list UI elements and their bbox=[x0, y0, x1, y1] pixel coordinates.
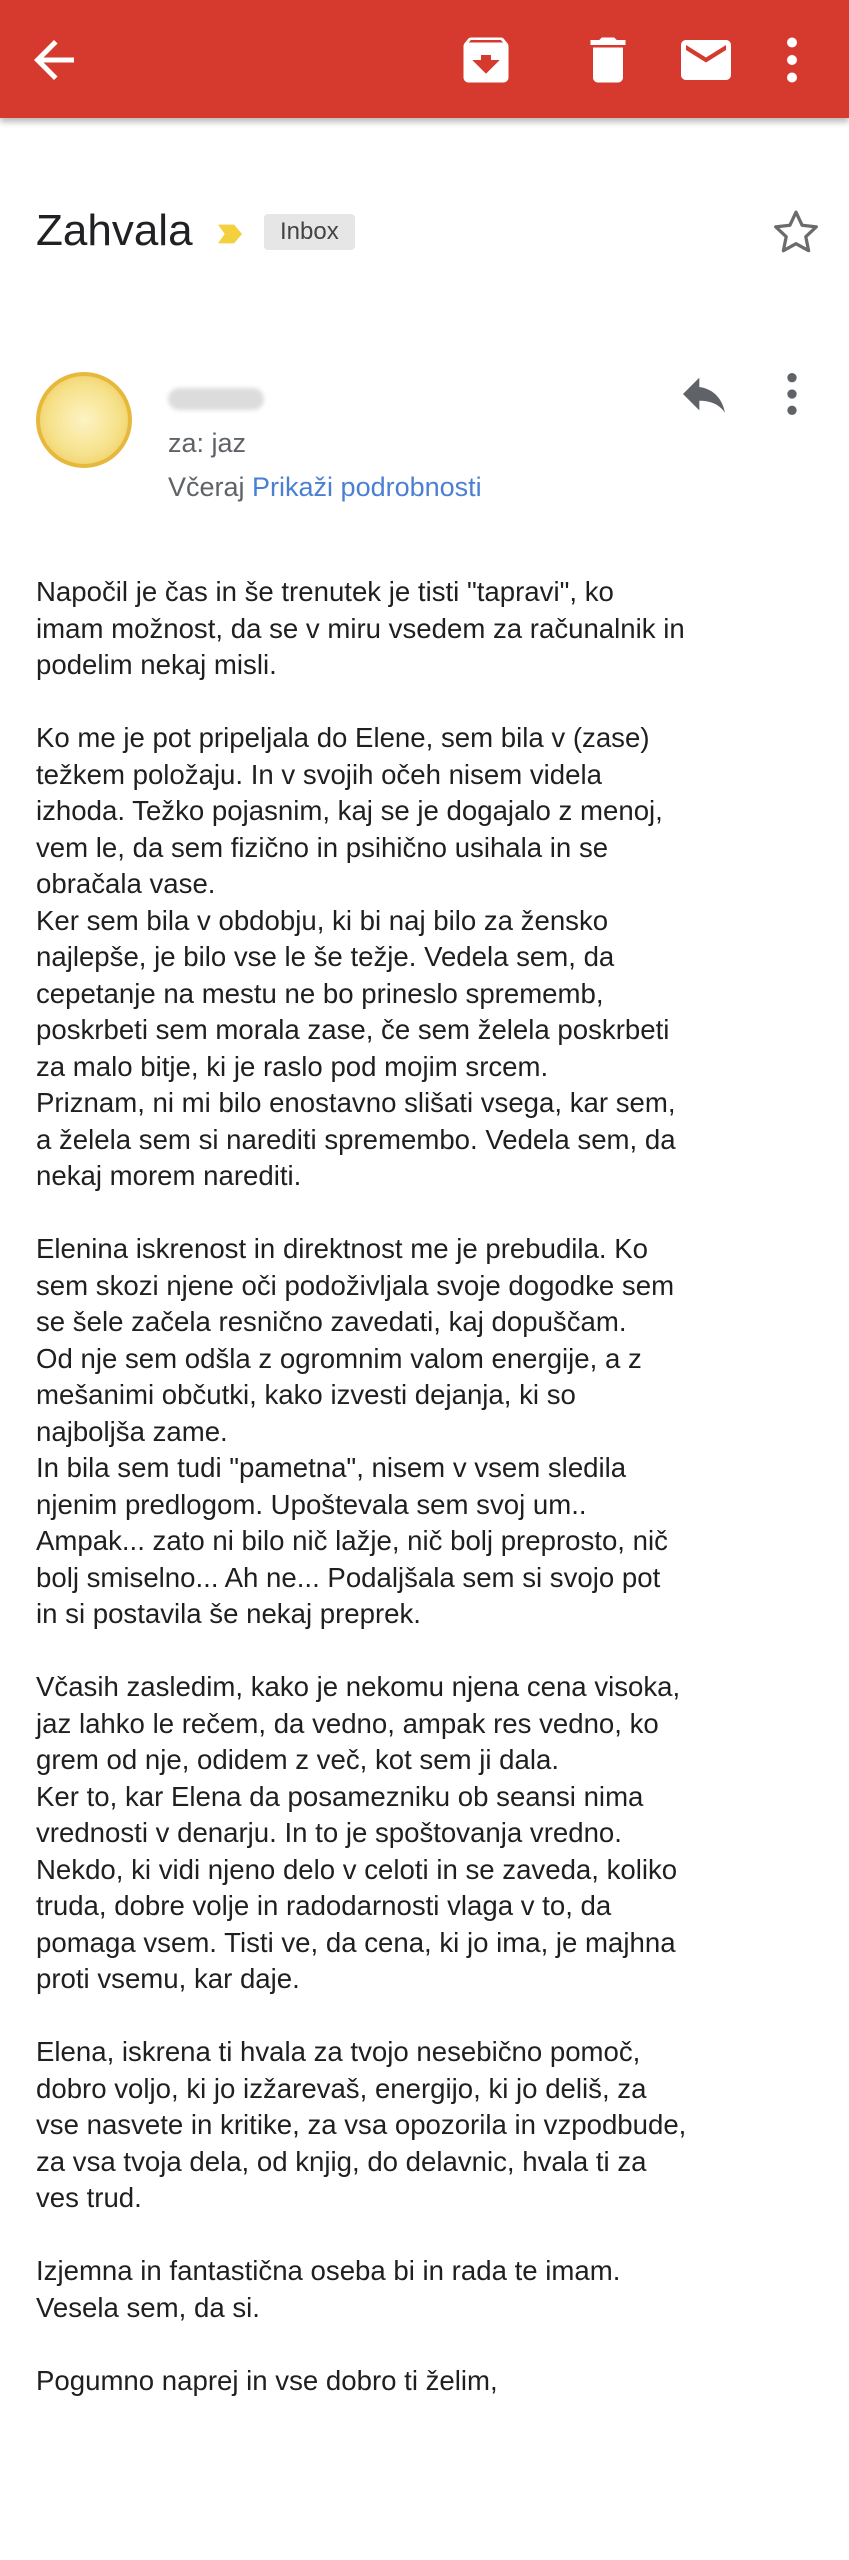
body-line: truda, dobre volje in radodarnosti vlaga v to, da bbox=[36, 1890, 612, 1921]
body-line: izhoda. Težko pojasnim, kaj se je dogajalo z menoj, bbox=[36, 795, 663, 826]
show-details-link[interactable]: Prikaži podrobnosti bbox=[252, 472, 482, 502]
mark-unread-button[interactable] bbox=[676, 30, 736, 90]
inbox-label[interactable]: Inbox bbox=[264, 214, 355, 250]
body-line: ves trud. bbox=[36, 2182, 142, 2213]
body-line: najboljša zame. bbox=[36, 1415, 228, 1447]
email-date: Včeraj bbox=[168, 472, 245, 502]
body-line: Od nje sem odšla z ogromnim valom energije, a z bbox=[36, 1342, 642, 1374]
message-more-icon[interactable] bbox=[764, 366, 820, 422]
body-paragraph bbox=[36, 2253, 826, 2326]
body-paragraph bbox=[36, 2363, 826, 2400]
body-line: nekaj morem narediti. bbox=[36, 1160, 302, 1191]
important-marker-icon[interactable] bbox=[214, 218, 246, 250]
body-line: Elena, iskrena ti hvala za tvojo nesebično pomoč, bbox=[36, 2036, 641, 2067]
delete-button[interactable] bbox=[578, 30, 638, 90]
body-paragraph bbox=[36, 2034, 826, 2217]
body-line: njenim predlogom. Upoštevala sem svoj um.. bbox=[36, 1488, 587, 1520]
sender-name-redacted bbox=[168, 388, 264, 410]
date-line bbox=[168, 472, 482, 503]
body-line: Elenina iskrenost in direktnost me je prebudila. Ko bbox=[36, 1233, 648, 1264]
body-line: a želela sem si narediti spremembo. Vedela sem, da bbox=[36, 1123, 676, 1155]
body-line: Napočil je čas in še trenutek je tisti "tapravi", ko bbox=[36, 576, 614, 607]
email-body bbox=[36, 574, 826, 2436]
body-line: cepetanje na mestu ne bo prineslo sprememb, bbox=[36, 977, 604, 1009]
body-line: grem od nje, odidem z več, kot sem ji dala. bbox=[36, 1744, 559, 1775]
envelope-icon bbox=[676, 30, 736, 90]
body-line: Ker to, kar Elena da posamezniku ob seansi nima bbox=[36, 1780, 644, 1812]
body-line: Nekdo, ki vidi njeno delo v celoti in se zaveda, koliko bbox=[36, 1853, 678, 1885]
body-line: proti vsemu, kar daje. bbox=[36, 1963, 300, 1994]
trash-icon bbox=[578, 30, 638, 90]
body-line: težkem položaju. In v svojih očeh nisem videla bbox=[36, 758, 602, 790]
body-line: Ampak... zato ni bilo nič lažje, nič bolj preprosto, nič bbox=[36, 1525, 668, 1556]
arrow-back-icon bbox=[24, 30, 84, 90]
body-line: mešanimi občutki, kako izvesti dejanja, ki so bbox=[36, 1379, 576, 1410]
more-options-button[interactable] bbox=[762, 30, 822, 90]
body-line: jaz lahko le rečem, da vedno, ampak res vedno, ko bbox=[36, 1707, 659, 1739]
recipient-line: za: jaz bbox=[168, 428, 247, 458]
body-line: imam možnost, da se v miru vsedem za računalnik in bbox=[36, 612, 685, 644]
body-line: Pogumno naprej in vse dobro ti želim, bbox=[36, 2364, 498, 2396]
body-paragraph bbox=[36, 1669, 826, 1998]
body-line: vem le, da sem fizično in psihično usihala in se bbox=[36, 831, 609, 863]
body-line: Včasih zasledim, kako je nekomu njena cena visoka, bbox=[36, 1671, 681, 1702]
body-line: vrednosti v denarju. In to je spoštovanja vredno. bbox=[36, 1817, 622, 1848]
body-paragraph bbox=[36, 574, 826, 684]
archive-button[interactable] bbox=[456, 30, 516, 90]
archive-icon bbox=[456, 30, 516, 90]
body-line: obračala vase. bbox=[36, 868, 216, 899]
body-line: Ko me je pot pripeljala do Elene, sem bila v (zase) bbox=[36, 722, 650, 753]
body-line: Priznam, ni mi bilo enostavno slišati vsega, kar sem, bbox=[36, 1087, 676, 1118]
body-line: Izjemna in fantastična oseba bi in rada te imam. bbox=[36, 2255, 621, 2286]
body-paragraph bbox=[36, 720, 826, 1195]
body-line: za vsa tvoja dela, od knjig, do delavnic, hvala ti za bbox=[36, 2145, 647, 2177]
back-button[interactable] bbox=[24, 30, 84, 90]
body-line: poskrbeti sem morala zase, če sem želela poskrbeti bbox=[36, 1014, 670, 1045]
body-line: podelim nekaj misli. bbox=[36, 649, 277, 680]
subject-row bbox=[36, 200, 826, 270]
sender-avatar[interactable] bbox=[36, 372, 132, 468]
email-subject: Zahvala bbox=[36, 206, 193, 255]
body-line: dobro voljo, ki jo izžarevaš, energijo, ki jo deliš, za bbox=[36, 2072, 647, 2104]
body-line: najlepše, je bilo vse le še težje. Vedela sem, da bbox=[36, 941, 615, 972]
body-line: In bila sem tudi "pametna", nisem v vsem sledila bbox=[36, 1452, 627, 1483]
body-line: sem skozi njene oči podoživljala svoje dogodke sem bbox=[36, 1269, 675, 1301]
body-line: vse nasvete in kritike, za vsa opozorila in vzpodbude, bbox=[36, 2109, 687, 2140]
body-line: se šele začela resnično zavedati, kaj dopuščam. bbox=[36, 1306, 627, 1337]
star-icon[interactable] bbox=[768, 204, 824, 260]
body-line: pomaga vsem. Tisti ve, da cena, ki jo ima, je majhna bbox=[36, 1926, 676, 1958]
body-line: za malo bitje, ki je raslo pod mojim srcem. bbox=[36, 1050, 549, 1082]
body-line: in si postavila še nekaj preprek. bbox=[36, 1598, 421, 1629]
body-paragraph bbox=[36, 1231, 826, 1633]
body-line: Vesela sem, da si. bbox=[36, 2291, 260, 2323]
body-line: bolj smiselno... Ah ne... Podaljšala sem si svojo pot bbox=[36, 1561, 661, 1593]
more-vertical-icon bbox=[762, 30, 822, 90]
app-toolbar bbox=[0, 0, 849, 118]
body-line: Ker sem bila v obdobju, ki bi naj bilo za žensko bbox=[36, 904, 609, 936]
reply-icon[interactable] bbox=[676, 366, 732, 422]
